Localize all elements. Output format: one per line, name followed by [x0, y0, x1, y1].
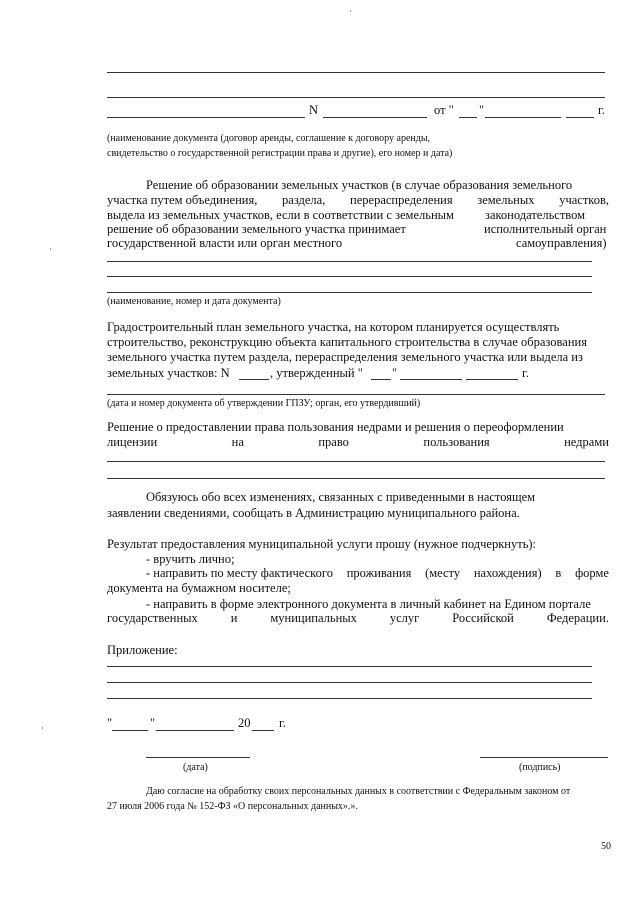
blank-line: [107, 666, 592, 667]
result-intro: Результат предоставления муниципальной услуги прошу (нужное подчеркнуть):: [107, 537, 537, 551]
signature-caption: (подпись): [519, 762, 561, 773]
gpzu-line4-a: земельных участков: N: [107, 366, 230, 380]
decision-line4-left: решение об образовании земельного участка принимает: [107, 222, 406, 236]
result-option-3: - направить в форме электронного документа в личный кабинет на Едином портале: [146, 597, 591, 611]
license-word: на: [231, 435, 244, 449]
decision-line5-left: государственной власти или орган местного: [107, 236, 343, 250]
blank-line: [107, 72, 605, 73]
doc-caption-line2: свидетельство о государственной регистрации права и другие), его номер и дата): [107, 148, 453, 159]
gpzu-day-underline: [371, 379, 391, 380]
decision-word: земельных: [477, 193, 535, 207]
result-word: услуг: [389, 611, 420, 625]
obligation-line2: заявлении сведениями, сообщать в Администрацию муниципального района.: [107, 506, 520, 520]
decision-word: перераспределения: [350, 193, 453, 207]
date-year-underline: [252, 730, 274, 731]
gpzu-number-underline: [239, 379, 269, 380]
date-month-underline: [156, 730, 234, 731]
consent-line2: 27 июля 2006 года № 152-ФЗ «О персональных данных».».: [107, 801, 358, 812]
decision-line2: [107, 193, 609, 209]
doc-caption-line1: (наименование документа (договор аренды, соглашение к договору аренды,: [107, 133, 431, 144]
date-caption: (дата): [183, 762, 208, 773]
appendix-label: Приложение:: [107, 643, 178, 657]
result-word: государственных: [107, 611, 198, 625]
date-year-prefix: 20: [238, 716, 251, 730]
consent-line1: Даю согласие на обработку своих персональных данных в соответствии с Федеральным законом от: [146, 786, 571, 797]
gpzu-month-underline: [400, 379, 462, 380]
blank-line: [107, 394, 605, 395]
gpzu-line1: Градостроительный план земельного участка, на котором планируется осуществлять: [107, 320, 560, 334]
decision-word: участков,: [559, 193, 609, 207]
decision-line3-right: законодательством: [485, 208, 586, 222]
doc-from-label: от ": [434, 103, 454, 117]
gpzu-caption: (дата и номер документа об утверждении ГПЗУ; орган, его утвердивший): [107, 398, 421, 409]
blank-line: [107, 292, 592, 293]
obligation-line1: Обязуюсь обо всех изменениях, связанных с приведенными в настоящем: [146, 490, 536, 504]
page-number: 50: [601, 841, 611, 852]
decision-line4-right: исполнительный орган: [484, 222, 607, 236]
gpzu-line4-d: г.: [522, 366, 529, 380]
license-line1: Решение о предоставлении права пользования недрами и решения о переоформлении: [107, 420, 564, 434]
signature-line: [480, 757, 608, 758]
blank-line: [107, 97, 605, 98]
result-word: в: [555, 566, 562, 580]
result-option-2-cont: документа на бумажном носителе;: [107, 581, 291, 595]
blank-line: [107, 478, 605, 479]
doc-name-underline: [107, 117, 305, 118]
decision-line5-right: самоуправления): [516, 236, 607, 250]
gpzu-line3: земельного участка путем раздела, перераспределения земельного участка или выдела из: [107, 350, 583, 364]
doc-year-suffix: г.: [598, 103, 605, 117]
license-word: лицензии: [107, 435, 158, 449]
result-option-2: [146, 566, 609, 582]
result-word: форме: [575, 566, 609, 580]
date-quote-close: ": [150, 716, 156, 730]
result-word: муниципальных: [270, 611, 357, 625]
gpzu-year-underline: [466, 379, 518, 380]
gpzu-line4-b: , утвержденный ": [270, 366, 363, 380]
result-word: - направить по месту фактического: [146, 566, 333, 580]
scan-speck: [42, 727, 43, 729]
decision-line1: Решение об образовании земельных участков (в случае образования земельного: [146, 178, 573, 192]
decision-word: раздела,: [282, 193, 326, 207]
result-word: проживания: [346, 566, 412, 580]
license-word: право: [318, 435, 349, 449]
result-word: Федерации.: [546, 611, 609, 625]
doc-number-underline: [323, 117, 427, 118]
decision-caption: (наименование, номер и дата документа): [107, 296, 281, 307]
date-quote-open: ": [107, 716, 113, 730]
date-signature-line: [146, 757, 250, 758]
gpzu-line4-c: ": [392, 366, 398, 380]
scan-speck: [50, 248, 51, 250]
blank-line: [107, 276, 592, 277]
gpzu-line2: строительство, реконструкцию объекта капитального строительства в случае образования: [107, 335, 587, 349]
result-option-1: - вручить лично;: [146, 552, 235, 566]
doc-quote-close: ": [479, 103, 485, 117]
result-word: (месту: [425, 566, 461, 580]
blank-line: [107, 682, 592, 683]
result-word: и: [230, 611, 238, 625]
blank-line: [107, 461, 605, 462]
date-year-suffix: г.: [279, 716, 286, 730]
license-word: пользования: [423, 435, 490, 449]
result-word: нахождения): [473, 566, 542, 580]
doc-month-underline: [485, 117, 561, 118]
result-word: Российской: [452, 611, 514, 625]
date-day-underline: [112, 730, 148, 731]
doc-number-label: N: [309, 103, 319, 117]
doc-year-underline: [566, 117, 594, 118]
license-line2: [107, 435, 609, 451]
decision-line3-left: выдела из земельных участков, если в соответствии с земельным: [107, 208, 454, 222]
blank-line: [107, 698, 592, 699]
result-option-3-cont: [107, 611, 609, 627]
doc-day-underline: [459, 117, 477, 118]
scan-speck: [350, 10, 351, 12]
decision-word: участка путем объединения,: [107, 193, 258, 207]
license-word: недрами: [564, 435, 609, 449]
blank-line: [107, 261, 592, 262]
